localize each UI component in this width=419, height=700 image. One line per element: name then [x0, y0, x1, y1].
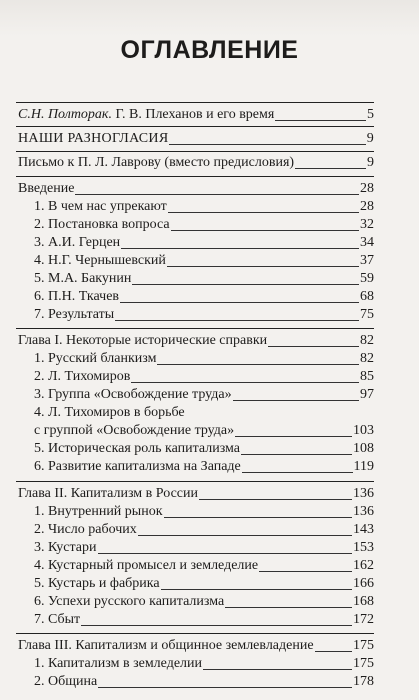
toc-entry-text: 2. Л. Тихомиров [34, 369, 131, 384]
toc-entry-text: 4. Кустарный промысел и земледелие [34, 558, 259, 573]
toc-entry-text: 1. Внутренний рынок [34, 504, 163, 519]
toc-page-number: 108 [353, 441, 374, 456]
toc-entry-text: с группой «Освобождение труда» [34, 423, 235, 438]
toc-subentry [34, 386, 374, 404]
toc-entry-text: 1. Капитализм в земледелии [34, 656, 202, 671]
toc-subentry [34, 557, 374, 575]
toc-page-number: 9 [366, 131, 374, 146]
toc-subentry [34, 539, 374, 557]
toc-subentry [34, 503, 374, 521]
toc-subentry [34, 655, 374, 673]
toc-entry-text: Глава II. Капитализм в России [18, 486, 198, 501]
toc-page-number: 136 [353, 486, 374, 501]
toc-subentry [34, 575, 374, 593]
toc-entry-chapter-2 [18, 485, 374, 503]
toc-entry-text: 3. Кустари [34, 540, 97, 555]
toc-page-number: 178 [353, 674, 374, 689]
toc-entry-text: НАШИ РАЗНОГЛАСИЯ [18, 131, 169, 146]
toc-page-number: 82 [360, 351, 374, 366]
toc-entry-main-work [18, 130, 374, 148]
section-divider [16, 102, 374, 103]
toc-entry-text: 7. Сбыт [34, 612, 81, 627]
toc-page-number: 82 [360, 333, 374, 348]
toc-page-number: 143 [353, 522, 374, 537]
toc-page-number: 166 [353, 576, 374, 591]
toc-subentry [34, 593, 374, 611]
toc-subentry [34, 198, 374, 216]
toc-entry-text: 4. Н.Г. Чернышевский [34, 253, 166, 268]
toc-entry-letter [18, 154, 374, 172]
toc-entry-text: 1. В чем нас упрекают [34, 199, 167, 214]
toc-page-number: 9 [367, 155, 374, 170]
toc-entry-chapter-3 [18, 637, 374, 655]
toc-entry-text: 2. Число рабочих [34, 522, 137, 537]
toc-entry-intro [18, 106, 374, 124]
toc-subentry [34, 288, 374, 306]
toc-page-number: 68 [360, 289, 374, 304]
toc-page-number: 119 [353, 459, 374, 474]
toc-entry-text: 3. А.И. Герцен [34, 235, 121, 250]
toc-entry-text: Письмо к П. Л. Лаврову (вместо предисловия) [18, 155, 295, 170]
toc-entry-text: 5. Кустарь и фабрика [34, 576, 160, 591]
section-divider [16, 633, 374, 634]
toc-entry-text: 2. Постановка вопроса [34, 217, 170, 232]
toc-page-number: 85 [360, 369, 374, 384]
toc-subentry-continued [34, 422, 374, 440]
toc-page-number: 5 [367, 107, 374, 122]
toc-entry-chapter-1 [18, 332, 374, 350]
toc-page-number: 172 [353, 612, 374, 627]
toc-entry-text: 3. Группа «Освобождение труда» [34, 387, 232, 402]
toc-entry-text: 2. Община [34, 674, 98, 689]
toc-entry-text: 5. М.А. Бакунин [34, 271, 132, 286]
toc-subentry [34, 306, 374, 324]
toc-page-number: 28 [360, 181, 374, 196]
toc-entry-introduction [18, 180, 374, 198]
toc-subentry [34, 270, 374, 288]
toc-title: Г. В. Плеханов и его время [111, 107, 275, 122]
toc-subentry [34, 234, 374, 252]
toc-subentry [34, 252, 374, 270]
toc-entry-text: Введение [18, 181, 75, 196]
toc-entry-text: 5. Историческая роль капитализма [34, 441, 241, 456]
toc-page-number: 153 [353, 540, 374, 555]
toc-subentry [34, 521, 374, 539]
toc-page-number: 32 [360, 217, 374, 232]
toc-page-number: 103 [353, 423, 374, 438]
toc-subentry [34, 458, 374, 476]
toc-page-number: 175 [353, 638, 374, 653]
toc-entry-text: Глава III. Капитализм и общинное землевладение [18, 638, 314, 653]
toc-subentry [34, 404, 374, 422]
toc-page-number: 97 [360, 387, 374, 402]
toc-subentry [34, 350, 374, 368]
toc-entry-text: 6. Успехи русского капитализма [34, 594, 225, 609]
section-divider [16, 126, 374, 127]
toc-page-number: 136 [353, 504, 374, 519]
toc-page-number: 162 [353, 558, 374, 573]
toc-subentry [34, 673, 374, 691]
toc-page-number: 59 [360, 271, 374, 286]
section-divider [16, 176, 374, 177]
toc-entry-text: 4. Л. Тихомиров в борьбе [34, 405, 185, 420]
section-divider [16, 151, 374, 152]
toc-author: С.Н. Полторак. [18, 107, 112, 122]
toc-page-number: 37 [360, 253, 374, 268]
bleed-through-shadow [0, 0, 419, 36]
toc-page-number: 28 [360, 199, 374, 214]
section-divider [16, 481, 374, 482]
page-title: ОГЛАВЛЕНИЕ [120, 36, 299, 64]
toc-entry-text: 6. П.Н. Ткачев [34, 289, 120, 304]
toc-entry-text: 6. Развитие капитализма на Западе [34, 459, 241, 474]
toc-entry-text: 1. Русский бланкизм [34, 351, 157, 366]
toc-entry-text [18, 106, 275, 124]
toc-page-number: 168 [353, 594, 374, 609]
toc-subentry [34, 368, 374, 386]
toc-page-number: 175 [353, 656, 374, 671]
toc-page-number: 34 [360, 235, 374, 250]
toc-subentry [34, 440, 374, 458]
leader-dots [34, 624, 374, 626]
toc-entry-text: 7. Результаты [34, 307, 115, 322]
toc-page-number: 75 [360, 307, 374, 322]
section-divider [16, 328, 374, 329]
toc-entry-text: Глава I. Некоторые исторические справки [18, 333, 268, 348]
toc-subentry [34, 611, 374, 629]
toc-subentry [34, 216, 374, 234]
